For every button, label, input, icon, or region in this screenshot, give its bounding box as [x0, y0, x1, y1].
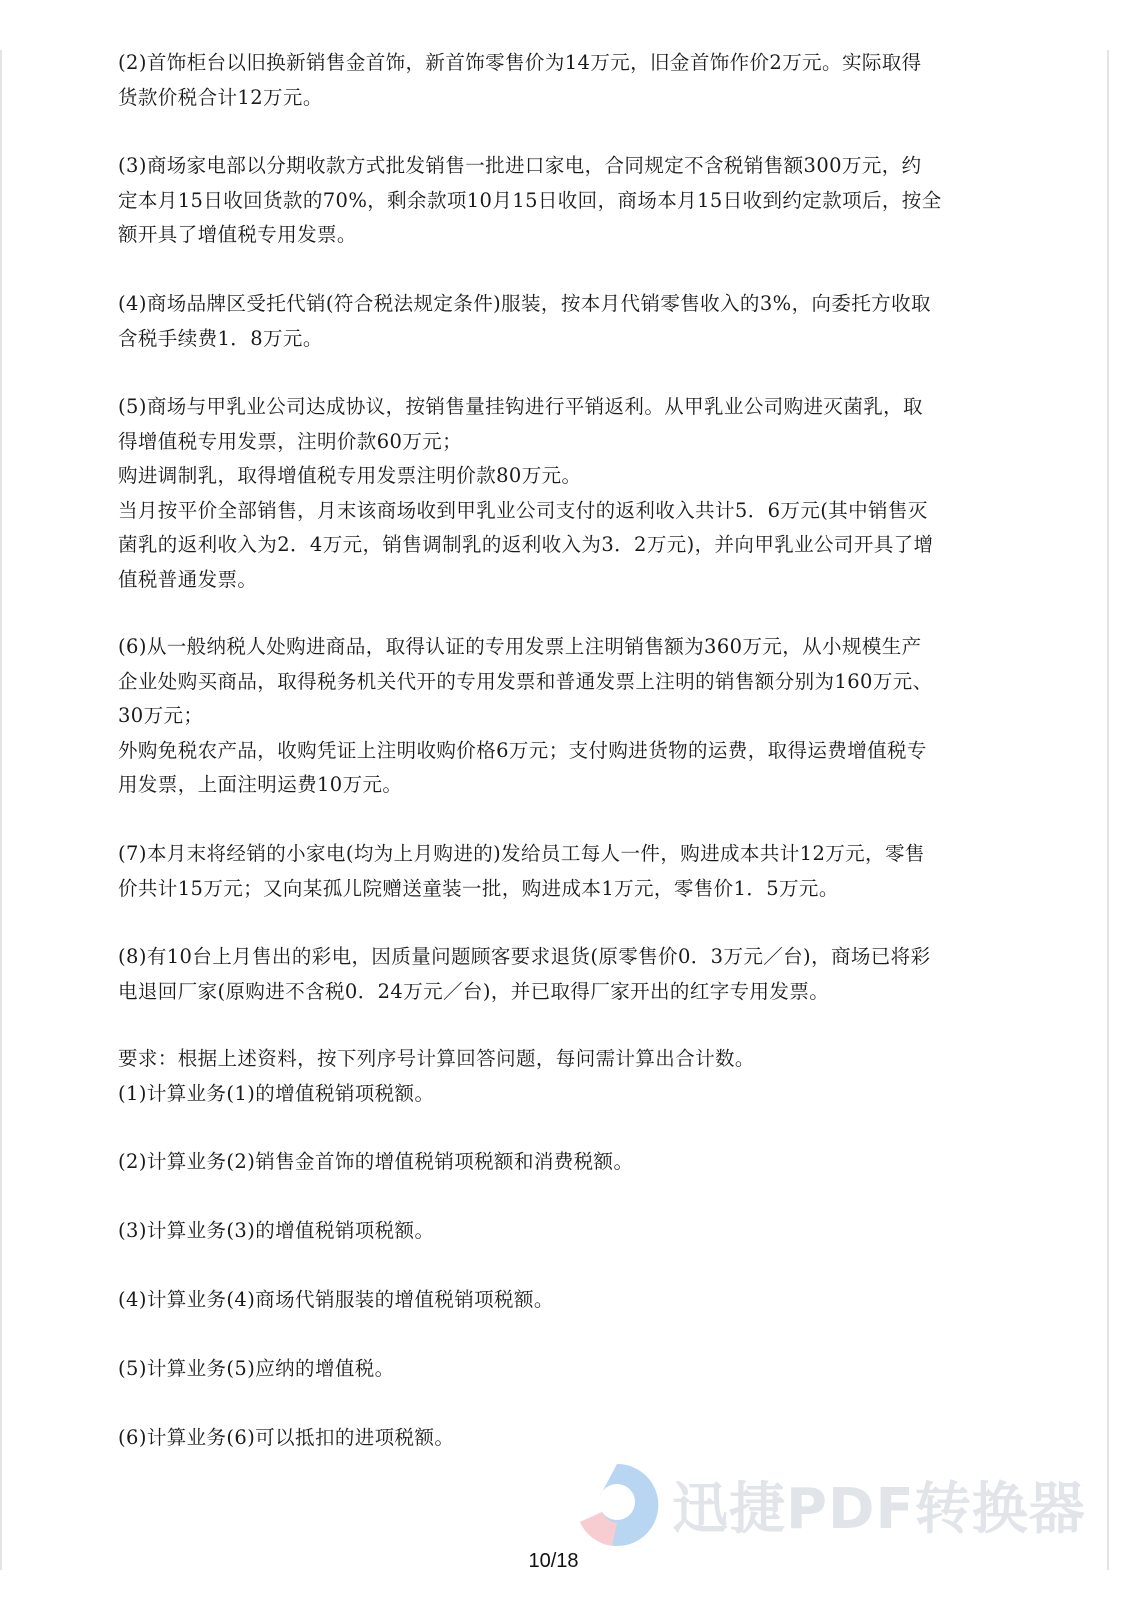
- page-right-edge: [1107, 50, 1109, 1570]
- paragraph-requirements: [118, 1042, 998, 1111]
- text-line: (6)计算业务(6)可以抵扣的进项税额。: [118, 1426, 455, 1449]
- page-number: 10/18: [528, 1550, 579, 1572]
- text-line: (3)商场家电部以分期收款方式批发销售一批进口家电，合同规定不含税销售额300万元，约: [118, 154, 922, 177]
- paragraph-business-3: [118, 149, 998, 253]
- paragraph-business-6: [118, 630, 998, 803]
- question-5: [118, 1352, 998, 1387]
- text-line: (3)计算业务(3)的增值税销项税额。: [118, 1219, 435, 1242]
- text-line: (2)计算业务(2)销售金首饰的增值税销项税额和消费税额。: [118, 1150, 634, 1173]
- text-line: 含税手续费1．8万元。: [118, 326, 323, 350]
- text-line: (5)计算业务(5)应纳的增值税。: [118, 1357, 395, 1380]
- watermark: [572, 1455, 1092, 1555]
- text-line: 菌乳的返利收入为2．4万元，销售调制乳的返利收入为3．2万元)，并向甲乳业公司开具了增: [118, 533, 934, 556]
- text-line: (5)商场与甲乳业公司达成协议，按销售量挂钩进行平销返利。从甲乳业公司购进灭菌乳，取: [118, 395, 923, 418]
- text-line: 用发票，上面注明运费10万元。: [118, 773, 403, 796]
- text-line: 要求：根据上述资料，按下列序号计算回答问题，每问需计算出合计数。: [118, 1047, 755, 1070]
- paragraph-business-2: [118, 46, 998, 115]
- question-6: [118, 1421, 998, 1456]
- watermark-text: 迅捷PDF转换器: [672, 1477, 1086, 1542]
- text-line: 购进调制乳，取得增值税专用发票注明价款80万元。: [118, 464, 582, 487]
- question-4: [118, 1283, 998, 1318]
- page-left-edge: [0, 50, 2, 1570]
- xunjie-logo-icon: [572, 1460, 662, 1550]
- text-line: 值税普通发票。: [118, 567, 258, 591]
- text-line: 企业处购买商品，取得税务机关代开的专用发票和普通发票上注明的销售额分别为160万元、: [118, 669, 933, 693]
- text-line: 30万元；: [118, 704, 204, 727]
- text-line: 价共计15万元；又向某孤儿院赠送童装一批，购进成本1万元，零售价1．5万元。: [118, 876, 839, 900]
- text-line: 当月按平价全部销售，月末该商场收到甲乳业公司支付的返利收入共计5．6万元(其中销售灭: [118, 498, 928, 522]
- paragraph-business-7: [118, 837, 998, 906]
- text-line: 电退回厂家(原购进不含税0．24万元／台)，并已取得厂家开出的红字专用发票。: [118, 979, 830, 1003]
- text-line: (4)商场品牌区受托代销(符合税法规定条件)服装，按本月代销零售收入的3%，向委托方收取: [118, 292, 931, 315]
- text-line: 货款价税合计12万元。: [118, 85, 323, 109]
- paragraph-business-5: [118, 390, 998, 597]
- text-line: (6)从一般纳税人处购进商品，取得认证的专用发票上注明销售额为360万元，从小规模生产: [118, 635, 922, 658]
- text-line: (1)计算业务(1)的增值税销项税额。: [118, 1081, 435, 1105]
- question-3: [118, 1214, 998, 1249]
- question-2: [118, 1145, 998, 1180]
- text-line: 外购免税农产品，收购凭证上注明收购价格6万元；支付购进货物的运费，取得运费增值税专: [118, 738, 927, 762]
- text-line: 额开具了增值税专用发票。: [118, 223, 357, 246]
- text-line: 定本月15日收回货款的70%，剩余款项10月15日收回，商场本月15日收到约定款项后，按全: [118, 188, 942, 212]
- text-line: (7)本月末将经销的小家电(均为上月购进的)发给员工每人一件，购进成本共计12万元，零售: [118, 842, 925, 865]
- paragraph-business-4: [118, 287, 998, 356]
- text-line: (8)有10台上月售出的彩电，因质量问题顾客要求退货(原零售价0．3万元／台)，商场已将彩: [118, 945, 931, 968]
- text-line: 得增值税专用发票，注明价款60万元；: [118, 429, 463, 453]
- text-line: (2)首饰柜台以旧换新销售金首饰，新首饰零售价为14万元，旧金首饰作价2万元。实际取得: [118, 51, 922, 74]
- text-line: (4)计算业务(4)商场代销服装的增值税销项税额。: [118, 1288, 554, 1311]
- paragraph-business-8: [118, 940, 998, 1009]
